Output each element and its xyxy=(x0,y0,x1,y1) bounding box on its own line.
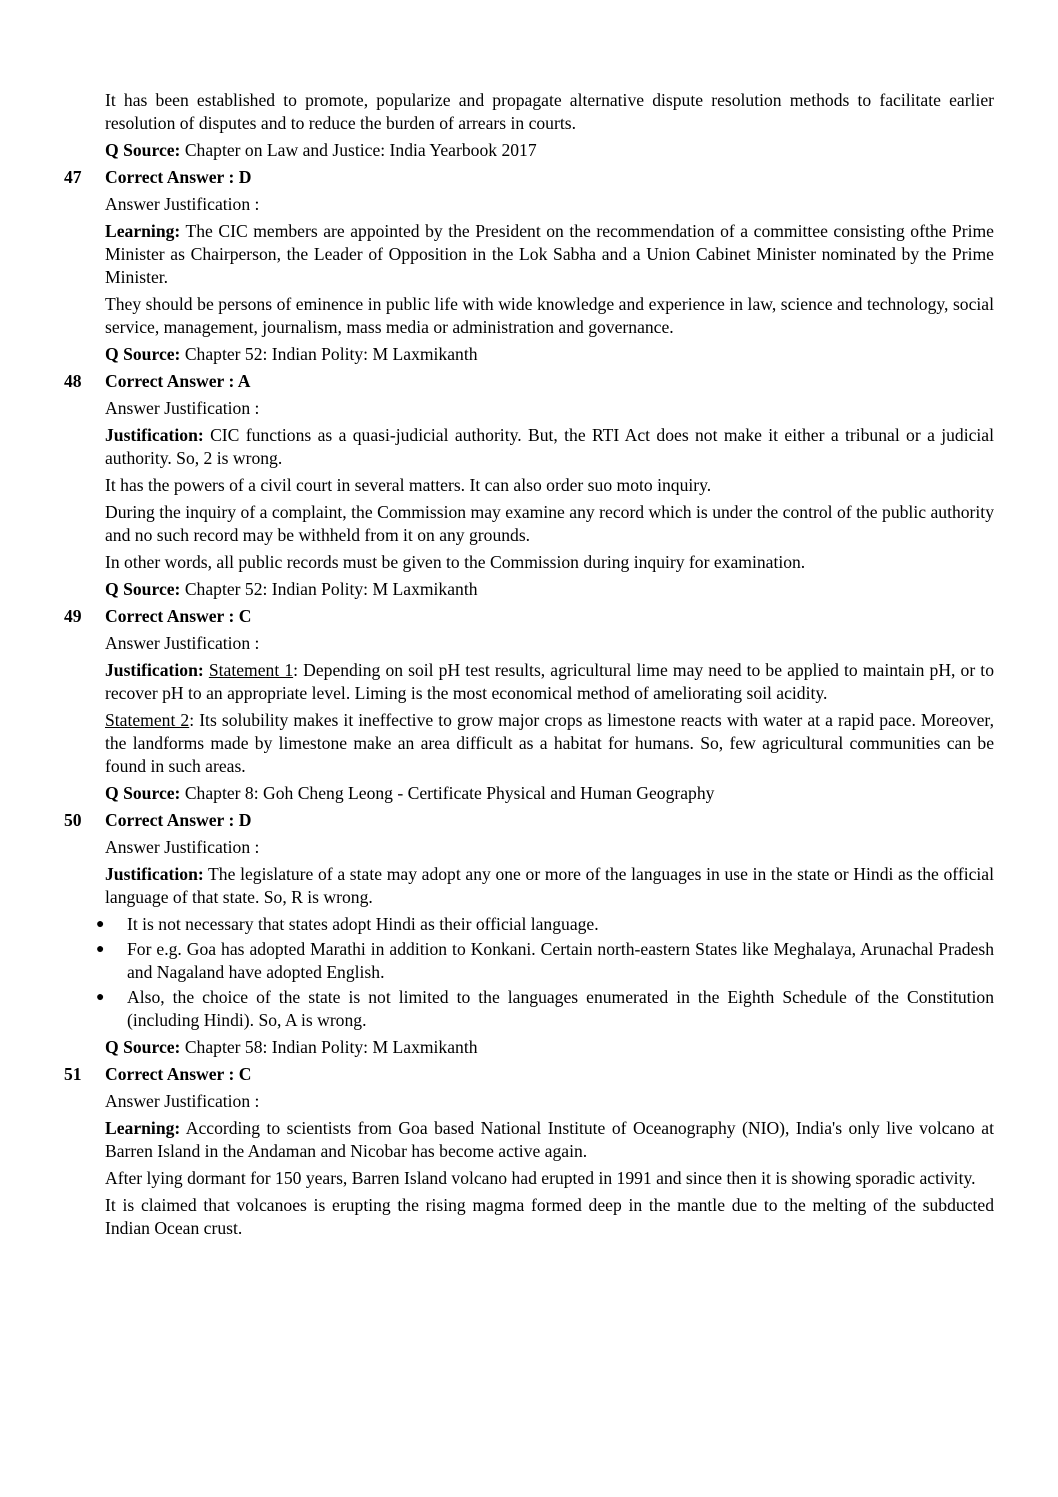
correct-answer: Correct Answer : C xyxy=(105,606,252,626)
source-label: Q Source: xyxy=(105,783,181,803)
question-number: 47 xyxy=(64,167,82,187)
learning-paragraph xyxy=(105,220,994,289)
learning-text: According to scientists from Goa based National Institute of Oceanography (NIO), India's only live volcano at Barren Island in the Andaman and Nicobar has become active again. xyxy=(105,1118,994,1161)
bullet-icon: ● xyxy=(96,917,105,932)
justification-paragraph xyxy=(105,424,994,470)
list-item-text: For e.g. Goa has adopted Marathi in addition to Konkani. Certain north-eastern States like Meghalaya, Arunachal Pradesh and Nagaland have adopted English. xyxy=(127,939,994,982)
question-number: 49 xyxy=(64,606,82,626)
learning-paragraph xyxy=(105,1117,994,1163)
justification-label: Justification: xyxy=(105,660,204,680)
answer-justification-heading: Answer Justification : xyxy=(105,1091,260,1111)
body-paragraph: During the inquiry of a complaint, the Commission may examine any record which is under the control of the public authority and no such record may be withheld from it on any grounds. xyxy=(105,502,994,545)
answer-justification-heading: Answer Justification : xyxy=(105,633,260,653)
source-text: Chapter 58: Indian Polity: M Laxmikanth xyxy=(180,1037,478,1057)
question-48-header xyxy=(64,370,994,393)
statement-1-text: : Depending on soil pH test results, agricultural lime may need to be applied to maintain pH, or to recover pH to an appropriate level. Liming is the most economical method of ameliorating soil acidity. xyxy=(105,660,994,703)
question-50-header xyxy=(64,809,994,832)
statement-2-paragraph xyxy=(105,709,994,778)
body-paragraph: It has the powers of a civil court in several matters. It can also order suo moto inquiry. xyxy=(105,475,712,495)
answer-justification-heading: Answer Justification : xyxy=(105,398,260,418)
learning-label: Learning: xyxy=(105,1118,181,1138)
justification-text: CIC functions as a quasi-judicial authority. But, the RTI Act does not make it either a tribunal or a judicial authority. So, 2 is wrong. xyxy=(105,425,994,468)
correct-answer: Correct Answer : A xyxy=(105,371,251,391)
source-text: Chapter 52: Indian Polity: M Laxmikanth xyxy=(180,579,478,599)
correct-answer: Correct Answer : D xyxy=(105,167,252,187)
list-item xyxy=(96,913,994,936)
statement-2-text: : Its solubility makes it ineffective to grow major crops as limestone reacts with water at a rapid pace. Moreover, the landforms made by limestone make an area difficult as a habitat for humans. So, few agricultural communities can be found in such areas. xyxy=(105,710,994,776)
justification-label: Justification: xyxy=(105,425,204,445)
source-label: Q Source: xyxy=(105,579,181,599)
statement-1-label: Statement 1 xyxy=(208,660,294,680)
correct-answer: Correct Answer : C xyxy=(105,1064,252,1084)
question-47-header xyxy=(64,166,994,189)
bullet-list xyxy=(96,913,994,1032)
question-47-source xyxy=(105,343,994,366)
justification-text: The legislature of a state may adopt any one or more of the languages in use in the state or Hindi as the official language of that state. So, R is wrong. xyxy=(105,864,994,907)
answer-justification-heading: Answer Justification : xyxy=(105,194,260,214)
justification-paragraph xyxy=(105,863,994,909)
question-number: 51 xyxy=(64,1064,82,1084)
answer-justification-heading: Answer Justification : xyxy=(105,837,260,857)
bullet-icon: ● xyxy=(96,990,105,1005)
statement-2-label: Statement 2 xyxy=(105,710,190,730)
learning-text: The CIC members are appointed by the President on the recommendation of a committee consisting ofthe Prime Minister as Chairperson, the Leader of Opposition in the Lok Sabha and a Union Cabinet Minister nominated by the Prime Minister. xyxy=(105,221,994,287)
justification-paragraph xyxy=(105,659,994,705)
source-label: Q Source: xyxy=(105,1037,181,1057)
list-item xyxy=(96,938,994,984)
list-item-text: It is not necessary that states adopt Hindi as their official language. xyxy=(127,914,599,934)
intro-source xyxy=(105,139,994,162)
source-text: Chapter on Law and Justice: India Yearbook 2017 xyxy=(180,140,537,160)
body-paragraph: It is claimed that volcanoes is erupting the rising magma formed deep in the mantle due to the melting of the subducted Indian Ocean crust. xyxy=(105,1195,994,1238)
question-48-source xyxy=(105,578,994,601)
question-49-source xyxy=(105,782,994,805)
learning-label: Learning: xyxy=(105,221,181,241)
question-number: 48 xyxy=(64,371,82,391)
question-number: 50 xyxy=(64,810,82,830)
question-51-header xyxy=(64,1063,994,1086)
source-label: Q Source: xyxy=(105,344,181,364)
body-paragraph: After lying dormant for 150 years, Barren Island volcano had erupted in 1991 and since then it is showing sporadic activity. xyxy=(105,1168,976,1188)
question-49-header xyxy=(64,605,994,628)
correct-answer: Correct Answer : D xyxy=(105,810,252,830)
body-paragraph: In other words, all public records must be given to the Commission during inquiry for examination. xyxy=(105,552,806,572)
source-text: Chapter 52: Indian Polity: M Laxmikanth xyxy=(180,344,478,364)
list-item-text: Also, the choice of the state is not limited to the languages enumerated in the Eighth Schedule of the Constitution (including Hindi). So, A is wrong. xyxy=(127,987,994,1030)
question-50-source xyxy=(105,1036,994,1059)
list-item xyxy=(96,986,994,1032)
bullet-icon: ● xyxy=(96,942,105,957)
page-content xyxy=(64,89,994,1244)
justification-label: Justification: xyxy=(105,864,204,884)
source-label: Q Source: xyxy=(105,140,181,160)
intro-paragraph: It has been established to promote, popularize and propagate alternative dispute resolution methods to facilitate earlier resolution of disputes and to reduce the burden of arrears in courts. xyxy=(105,90,994,133)
body-paragraph: They should be persons of eminence in public life with wide knowledge and experience in law, science and technology, social service, management, journalism, mass media or administration and governance. xyxy=(105,294,994,337)
source-text: Chapter 8: Goh Cheng Leong - Certificate Physical and Human Geography xyxy=(180,783,715,803)
